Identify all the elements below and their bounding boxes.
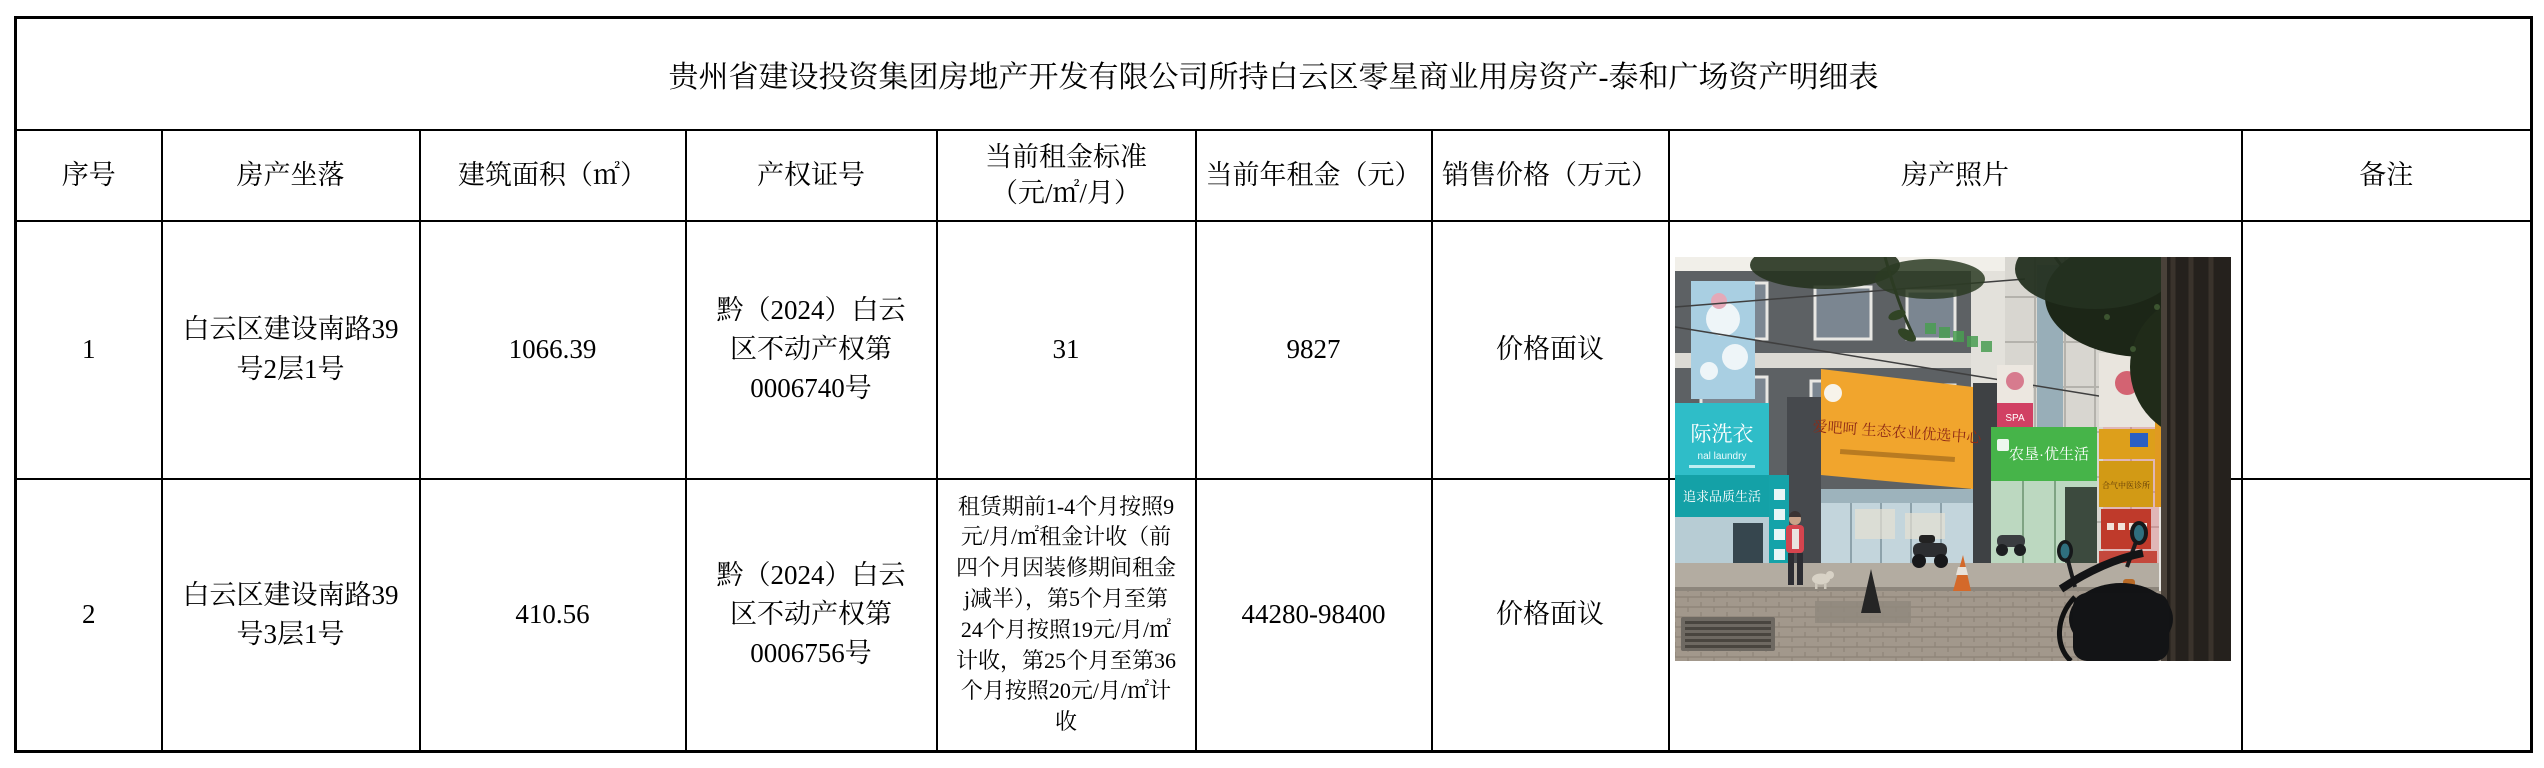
cell-remark (2242, 479, 2532, 752)
slogan-sign-text: 追求品质生活 (1682, 489, 1762, 504)
title-row (16, 18, 2532, 130)
col-header-remark: 备注 (2242, 130, 2532, 221)
cell-address: 白云区建设南路39号3层1号 (162, 479, 420, 752)
cell-area: 410.56 (420, 479, 686, 752)
cell-rent-standard: 31 (937, 221, 1196, 479)
col-header-cert: 产权证号 (686, 130, 937, 221)
laundry-sign-text: 际洗衣 (1690, 423, 1754, 446)
laundry-sign-subtext: nal laundry (1697, 451, 1747, 462)
col-header-seq: 序号 (16, 130, 162, 221)
property-photo (1675, 257, 2231, 661)
cell-area: 1066.39 (420, 221, 686, 479)
cell-remark (2242, 221, 2532, 479)
cell-seq: 1 (16, 221, 162, 479)
spa-sign-text: SPA (2005, 413, 2025, 424)
photo-banner (1691, 281, 1755, 399)
cell-sale-price: 价格面议 (1432, 221, 1669, 479)
col-header-annual-rent: 当前年租金（元） (1196, 130, 1432, 221)
cell-address: 白云区建设南路39号2层1号 (162, 221, 420, 479)
cell-cert-no: 黔（2024）白云区不动产权第0006740号 (686, 221, 937, 479)
col-header-photo: 房产照片 (1669, 130, 2242, 221)
green-sign-text: 农垦·优生活 (2009, 446, 2089, 463)
header-row (16, 130, 2532, 221)
cell-annual-rent: 9827 (1196, 221, 1432, 479)
col-header-rent-standard: 当前租金标准（元/㎡/月） (937, 130, 1196, 221)
orange-sign-text: 爱吧呵 生态农业优选中心 (1811, 418, 1982, 447)
cell-sale-price: 价格面议 (1432, 479, 1669, 752)
tcm-sign-text: 合气中医诊所 (2102, 481, 2150, 490)
col-header-address: 房产坐落 (162, 130, 420, 221)
cell-rent-standard: 租赁期前1-4个月按照9元/月/㎡租金计收（前四个月因装修期间租金j减半），第5个月至第24个月按照19元/月/㎡计收，第25个月至第36个月按照20元/月/㎡计收 (937, 479, 1196, 752)
cell-cert-no: 黔（2024）白云区不动产权第0006756号 (686, 479, 937, 752)
col-header-sale-price: 销售价格（万元） (1432, 130, 1669, 221)
cell-seq: 2 (16, 479, 162, 752)
cell-annual-rent: 44280-98400 (1196, 479, 1432, 752)
col-header-area: 建筑面积（㎡） (420, 130, 686, 221)
sheet-title: 贵州省建设投资集团房地产开发有限公司所持白云区零星商业用房资产-泰和广场资产明细表 (16, 18, 2532, 130)
